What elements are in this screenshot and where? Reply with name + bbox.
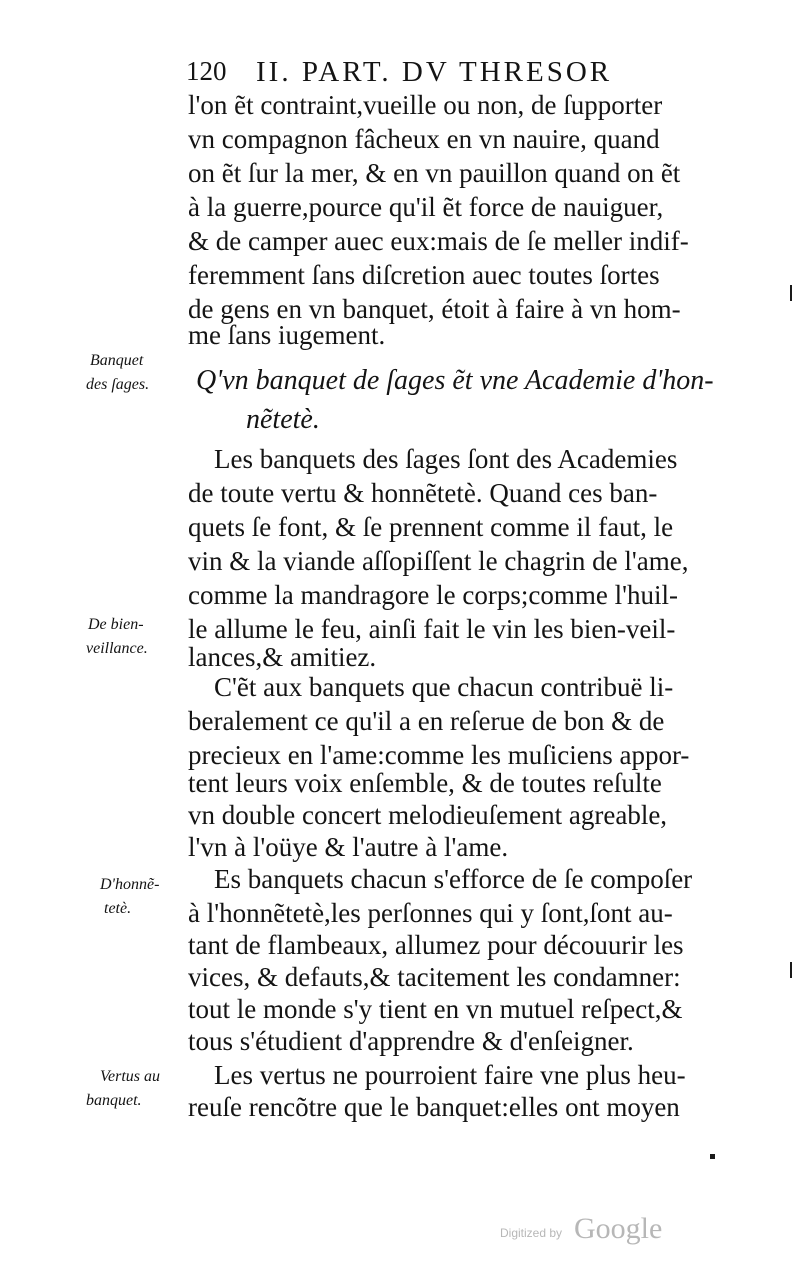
- body-line: de gens en vn banquet, étoit à faire à vn hom-: [188, 294, 681, 324]
- paragraph-line: beralement ce qu'il a en reſerue de bon & de: [188, 706, 665, 736]
- body-line: à la guerre,pource qu'il ẽt force de nauiguer,: [188, 192, 664, 222]
- paragraph-line: Les banquets des ſages ſont des Academies: [214, 444, 678, 474]
- paragraph-line: de toute vertu & honnẽtetè. Quand ces ban-: [188, 478, 658, 508]
- margin-note-line: Banquet: [90, 352, 144, 369]
- body-line: me ſans iugement.: [188, 320, 386, 350]
- margin-note-line: des ſages.: [86, 376, 150, 393]
- paragraph-line: le allume le feu, ainſi fait le vin les bien-veil-: [188, 614, 676, 644]
- margin-note-line: Vertus au: [100, 1068, 160, 1085]
- paragraph-line: vn double concert melodieuſement agreable,: [188, 800, 668, 830]
- margin-note-line: D'honnẽ-: [100, 876, 160, 893]
- paragraph-line: Les vertus ne pourroient faire vne plus heu-: [214, 1060, 686, 1090]
- google-logo: Google: [574, 1212, 663, 1245]
- paragraph-line: tant de flambeaux, allumez pour découurir les: [188, 930, 684, 960]
- paragraph-line: comme la mandragore le corps;comme l'huil-: [188, 580, 678, 610]
- paragraph-line: precieux en l'ame:comme les muſiciens appor-: [188, 740, 690, 770]
- page-number: 120: [186, 56, 227, 86]
- scan-speck: [790, 962, 792, 978]
- paragraph-line: lances,& amitiez.: [188, 642, 377, 672]
- digitized-by-text: Digitized by: [500, 1226, 563, 1240]
- margin-note-line: De bien-: [88, 616, 144, 633]
- body-line: & de camper auec eux:mais de ſe meller indif-: [188, 226, 689, 256]
- paragraph-line: à l'honnẽtetè,les perſonnes qui y ſont,ſont au-: [188, 898, 673, 928]
- paragraph-line: C'ẽt aux banquets que chacun contribuë li-: [214, 672, 674, 702]
- paragraph-line: vin & la viande aſſopiſſent le chagrin de l'ame,: [188, 546, 689, 576]
- section-heading: Q'vn banquet de ſages ẽt vne Academie d'hon-: [196, 365, 714, 396]
- margin-note-line: banquet.: [86, 1092, 142, 1109]
- paragraph-line: reuſe rencõtre que le banquet:elles ont moyen: [188, 1092, 680, 1122]
- paragraph-line: vices, & defauts,& tacitement les condamner:: [188, 962, 681, 992]
- paragraph-line: tent leurs voix enſemble, & de toutes reſulte: [188, 768, 662, 798]
- scan-speck: [790, 285, 792, 301]
- body-line: feremment ſans diſcretion auec toutes ſortes: [188, 260, 660, 290]
- body-line: vn compagnon fâcheux en vn nauire, quand: [188, 124, 660, 154]
- running-head: II. PART. DV THRESOR: [256, 56, 613, 88]
- section-heading-continuation: nẽtetè.: [246, 404, 320, 435]
- paragraph-line: l'vn à l'oüye & l'autre à l'ame.: [188, 832, 509, 862]
- margin-note-line: veillance.: [86, 640, 148, 657]
- margin-note-line: tetè.: [104, 900, 132, 917]
- paragraph-line: tous s'étudient d'apprendre & d'enſeigner.: [188, 1026, 634, 1056]
- digitized-watermark: [500, 1212, 720, 1252]
- body-line: on ẽt ſur la mer, & en vn pauillon quand on ẽt: [188, 158, 681, 188]
- body-line: l'on ẽt contraint,vueille ou non, de ſupporter: [188, 90, 663, 120]
- paragraph-line: Es banquets chacun s'efforce de ſe compoſer: [214, 864, 693, 894]
- paragraph-line: tout le monde s'y tient en vn mutuel reſpect,&: [188, 994, 683, 1024]
- paragraph-line: quets ſe font, & ſe prennent comme il faut, le: [188, 512, 674, 542]
- scan-speck: [710, 1154, 715, 1159]
